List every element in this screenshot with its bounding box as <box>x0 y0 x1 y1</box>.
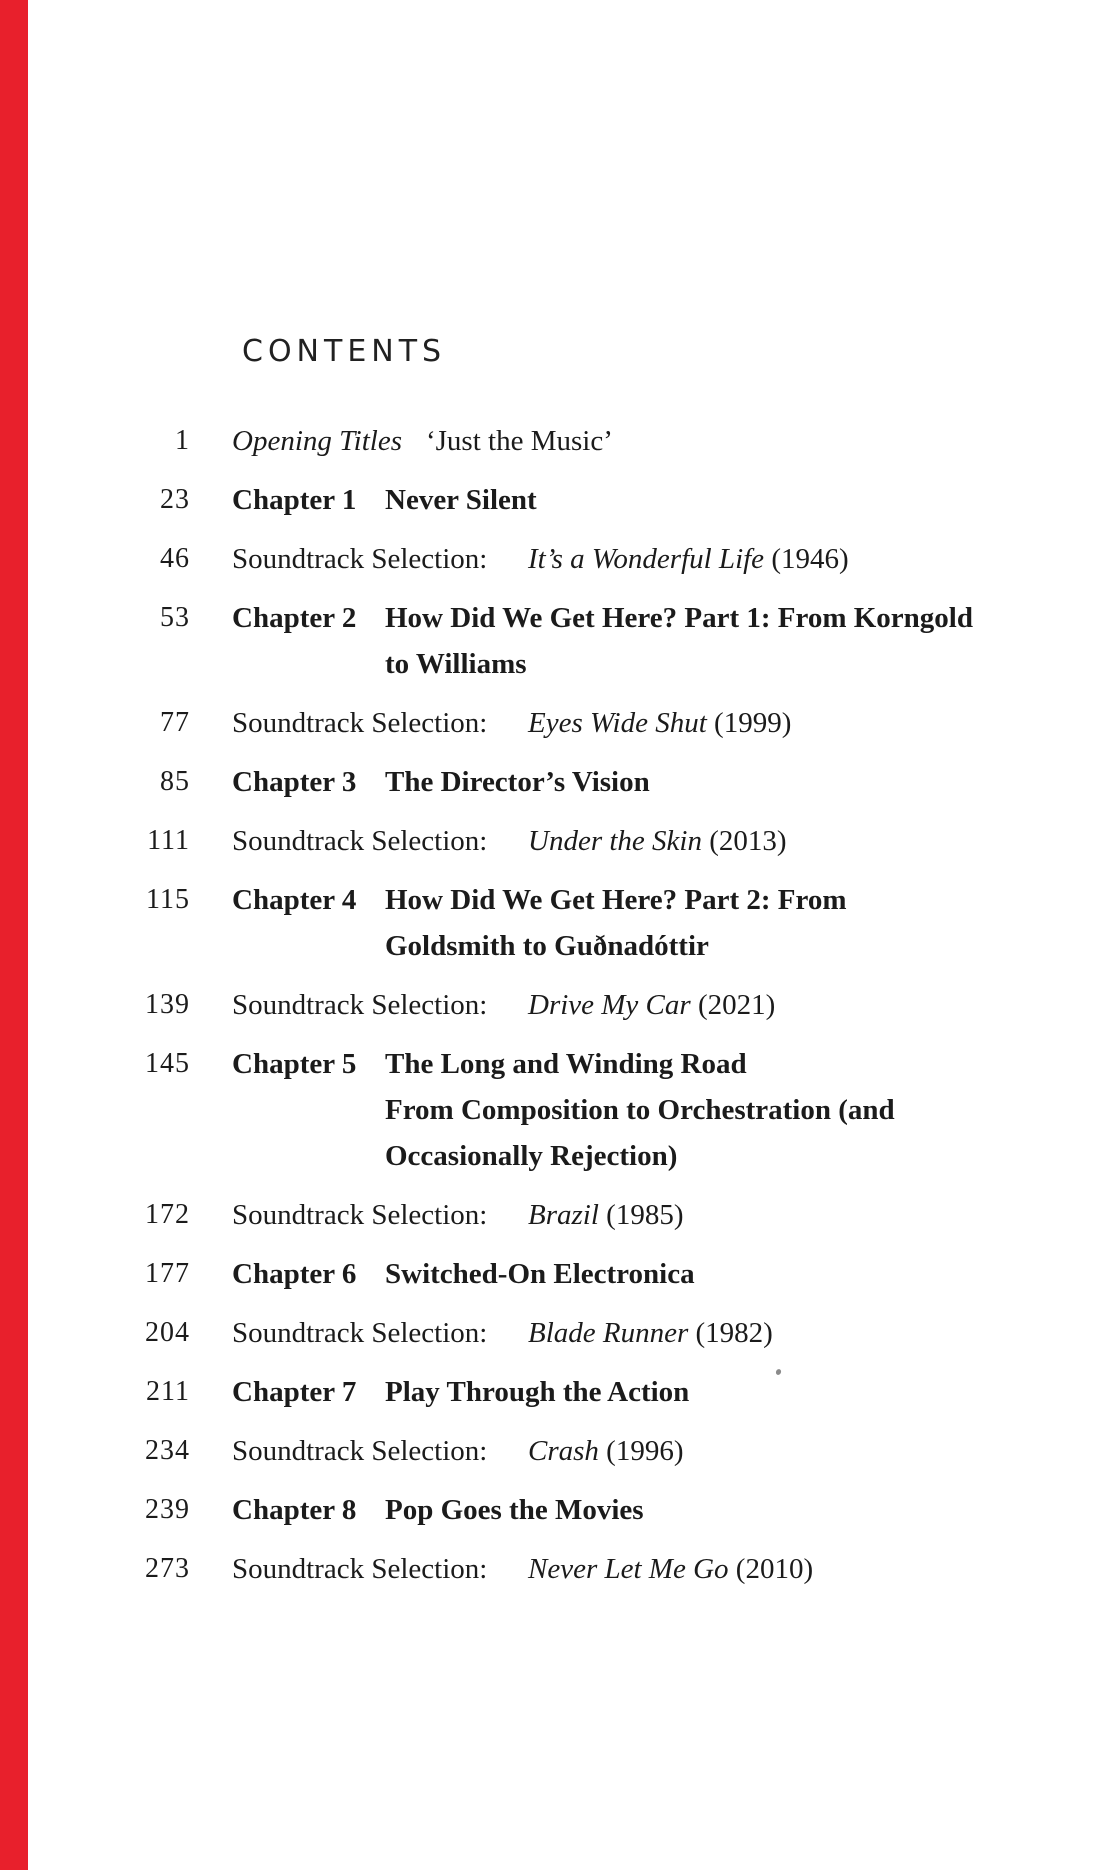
toc-page-number: 139 <box>145 989 190 1020</box>
film-title: Drive My Car <box>528 989 691 1021</box>
toc-page-number: 211 <box>146 1376 190 1407</box>
chapter-number-label: Chapter 8 <box>232 1494 357 1526</box>
toc-entry-text <box>232 1428 1080 1474</box>
toc-entry-text <box>232 1192 1080 1238</box>
soundtrack-selection-label: Soundtrack Selection: <box>232 1317 488 1349</box>
toc-page-number: 115 <box>146 884 190 915</box>
chapter-title-line: Switched-On Electronica <box>385 1258 695 1290</box>
toc-entry-text <box>232 818 1080 864</box>
toc-page-number: 85 <box>160 766 190 797</box>
toc-entry-text <box>232 595 1080 687</box>
toc-entry <box>0 1546 1118 1592</box>
toc-entry <box>0 1428 1118 1474</box>
toc-entry <box>0 982 1118 1028</box>
chapter-title-line: How Did We Get Here? Part 2: From <box>385 884 847 916</box>
toc-entry <box>0 595 1118 687</box>
soundtrack-selection-label: Soundtrack Selection: <box>232 707 488 739</box>
toc-entry <box>0 877 1118 969</box>
soundtrack-selection-label: Soundtrack Selection: <box>232 1199 488 1231</box>
chapter-number-label: Chapter 5 <box>232 1048 357 1080</box>
chapter-title-line: The Long and Winding Road <box>385 1048 747 1080</box>
film-title: Eyes Wide Shut <box>528 707 707 739</box>
film-title: Crash <box>528 1435 599 1467</box>
toc-page-number: 23 <box>160 484 190 515</box>
chapter-number-label: Chapter 4 <box>232 884 357 916</box>
toc-page-number: 172 <box>145 1199 190 1230</box>
chapter-title-line: The Director’s Vision <box>385 766 650 798</box>
toc-entry-text <box>232 877 1080 969</box>
toc-entry <box>0 477 1118 523</box>
toc-page-number: 1 <box>175 425 190 456</box>
soundtrack-selection-label: Soundtrack Selection: <box>232 989 488 1021</box>
chapter-title-line: to Williams <box>385 648 527 680</box>
toc-entry <box>0 818 1118 864</box>
soundtrack-selection-label: Soundtrack Selection: <box>232 1553 488 1585</box>
toc-entry <box>0 1192 1118 1238</box>
chapter-number-label: Chapter 1 <box>232 484 357 516</box>
film-year: (1946) <box>771 543 849 575</box>
chapter-number-label: Chapter 3 <box>232 766 357 798</box>
toc-entry-text <box>232 1369 1080 1415</box>
toc-entry-text <box>232 536 1080 582</box>
toc-entry <box>0 1369 1118 1415</box>
film-year: (2013) <box>709 825 787 857</box>
film-title: Under the Skin <box>528 825 702 857</box>
toc-entry-text <box>232 1546 1080 1592</box>
chapter-number-label: Chapter 2 <box>232 602 357 634</box>
opening-subtitle: ‘Just the Music’ <box>425 425 613 457</box>
toc-entry <box>0 1487 1118 1533</box>
film-title: Brazil <box>528 1199 599 1231</box>
toc-entry <box>0 759 1118 805</box>
soundtrack-selection-label: Soundtrack Selection: <box>232 825 488 857</box>
toc-page-number: 273 <box>145 1553 190 1584</box>
opening-titles-label: Opening Titles <box>232 425 402 457</box>
film-year: (1985) <box>606 1199 684 1231</box>
film-year: (2010) <box>735 1553 814 1585</box>
film-title: It’s a Wonderful Life <box>528 543 765 575</box>
toc-page-number: 46 <box>160 543 190 574</box>
toc-page-number: 53 <box>160 602 190 633</box>
page-title: CONTENTS <box>242 334 447 369</box>
toc-page-number: 204 <box>145 1317 190 1348</box>
toc-entry <box>0 418 1118 464</box>
soundtrack-selection-label: Soundtrack Selection: <box>232 543 488 575</box>
toc-entry-text <box>232 1310 1080 1356</box>
toc-page-number: 145 <box>145 1048 190 1079</box>
film-year: (2021) <box>697 989 776 1021</box>
chapter-title-line: Occasionally Rejection) <box>385 1140 678 1172</box>
toc-entry-text <box>232 1487 1080 1533</box>
toc-page-number: 111 <box>147 825 190 856</box>
film-title: Blade Runner <box>528 1317 689 1349</box>
toc-page-number: 77 <box>160 707 190 738</box>
chapter-number-label: Chapter 6 <box>232 1258 357 1290</box>
chapter-title-line: Pop Goes the Movies <box>385 1494 644 1526</box>
toc-page-number: 234 <box>145 1435 190 1466</box>
toc-entry <box>0 700 1118 746</box>
chapter-title-line: Play Through the Action <box>385 1376 690 1408</box>
film-title: Never Let Me Go <box>528 1553 729 1585</box>
toc-entry <box>0 536 1118 582</box>
film-year: (1996) <box>606 1435 684 1467</box>
chapter-title-line: From Composition to Orchestration (and <box>385 1094 895 1126</box>
toc-page-number: 239 <box>145 1494 190 1525</box>
toc-entry <box>0 1251 1118 1297</box>
film-year: (1999) <box>714 707 792 739</box>
toc-list <box>0 418 1118 1592</box>
soundtrack-selection-label: Soundtrack Selection: <box>232 1435 488 1467</box>
toc-entry-text <box>232 477 1080 523</box>
film-year: (1982) <box>695 1317 773 1349</box>
toc-entry-text <box>232 759 1080 805</box>
toc-entry-text <box>232 1041 1080 1179</box>
toc-entry-text <box>232 418 1080 464</box>
toc-entry-text <box>232 1251 1080 1297</box>
toc-entry <box>0 1310 1118 1356</box>
toc-entry-text <box>232 700 1080 746</box>
chapter-title-line: Goldsmith to Guðnadóttir <box>385 930 709 962</box>
toc-entry <box>0 1041 1118 1179</box>
chapter-number-label: Chapter 7 <box>232 1376 357 1408</box>
chapter-title-line: Never Silent <box>385 484 537 516</box>
toc-entry-text <box>232 982 1080 1028</box>
chapter-title-line: How Did We Get Here? Part 1: From Korngold <box>385 602 973 634</box>
toc-page-number: 177 <box>145 1258 190 1289</box>
